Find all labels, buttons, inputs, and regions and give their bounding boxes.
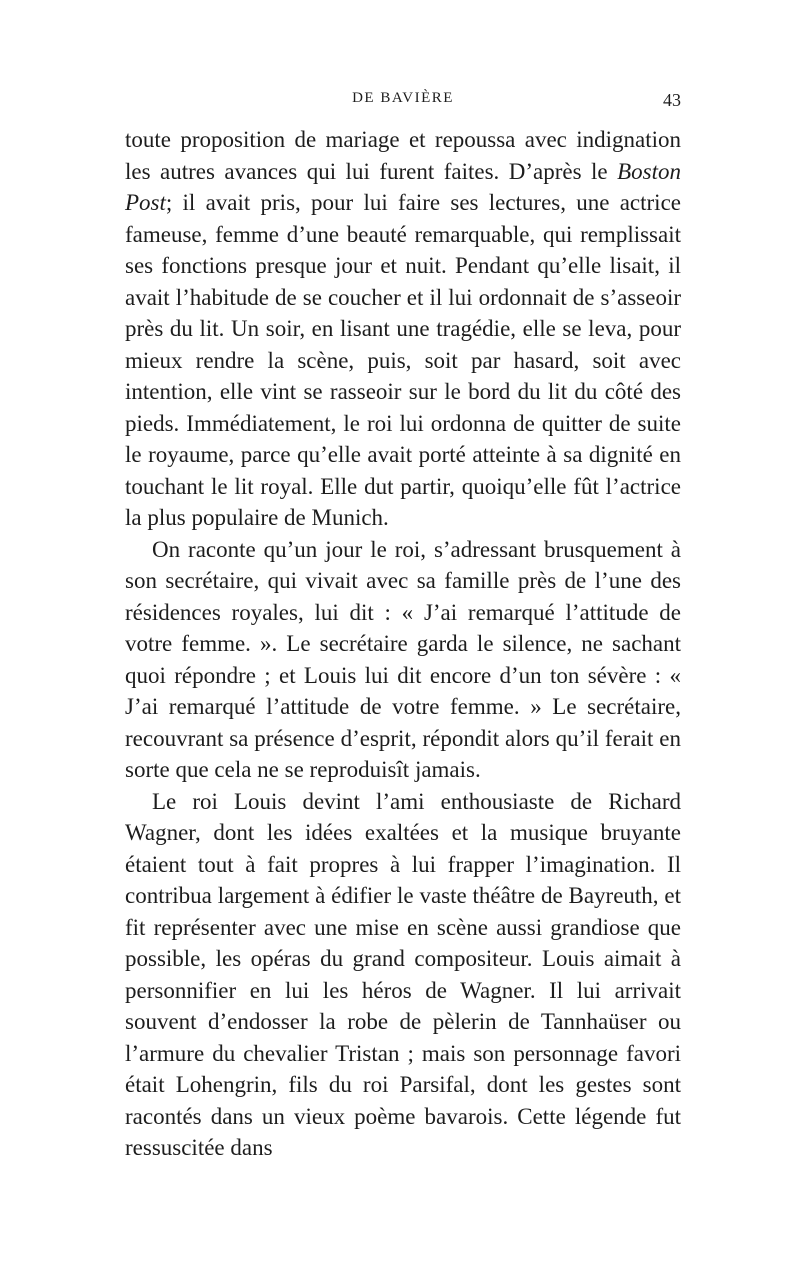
paragraph-1-text-start: toute proposition de mariage et repoussa avec indignation les autres avances qui lui furent faites. D’après le [125,127,681,184]
paragraph-3: Le roi Louis devint l’ami enthousiaste de Richard Wagner, dont les idées exaltées et la musique bruyante étaient tout à fait propres à lui frapper l’imagination. Il contribua largement à édifier le vaste théâtre de Bayreuth, et fit représenter avec une mise en scène aussi grandiose que possible, les opéras du grand compositeur. Louis aimait à personnifier en lui les héros de Wagner. Il lui arrivait souvent d’endosser la robe de pèlerin de Tannhaüser ou l’armure du chevalier Tristan ; mais son personnage favori était Lohengrin, fils du roi Parsifal, dont les gestes sont racontés dans un vieux poème bavarois. Cette légende fut ressuscitée dans [125,788,681,1160]
running-title: DE BAVIÈRE [352,90,454,106]
page-number: 43 [663,90,681,110]
paragraph-2: On raconte qu’un jour le roi, s’adressant brusquement à son secrétaire, qui vivait avec sa famille près de l’une des résidences royales, lui dit : « J’ai remarqué l’attitude de votre femme. ». Le secrétaire garda le silence, ne sachant quoi répondre ; et Louis lui dit encore d’un ton sévère : « J’ai remarqué l’attitude de votre femme. » Le secrétaire, recouvrant sa présence d’esprit, répondit alors qu’il ferait en sorte que cela ne se reproduisît jamais. [125,536,681,782]
running-head [125,90,681,114]
paragraph-1-text-end: ; il avait pris, pour lui faire ses lectures, une actrice fameuse, femme d’une beauté remarquable, qui remplissait ses fonctions presque jour et nuit. Pendant qu’elle lisait, il avait l’habitude de se coucher et il lui ordonnait de s’asseoir près du lit. Un soir, en lisant une tragédie, elle se leva, pour mieux rendre la scène, puis, soit par hasard, soit avec intention, elle vint se rasseoir sur le bord du lit du côté des pieds. Immédiatement, le roi lui ordonna de quitter de suite le royaume, parce qu’elle avait porté atteinte à sa dignité en touchant le lit royal. Elle dut partir, quoiqu’elle fût l’actrice la plus populaire de Munich. [125,190,681,530]
body-text [125,124,681,1164]
paragraph-1 [125,124,681,534]
newspaper-title: Boston Post [125,158,681,215]
